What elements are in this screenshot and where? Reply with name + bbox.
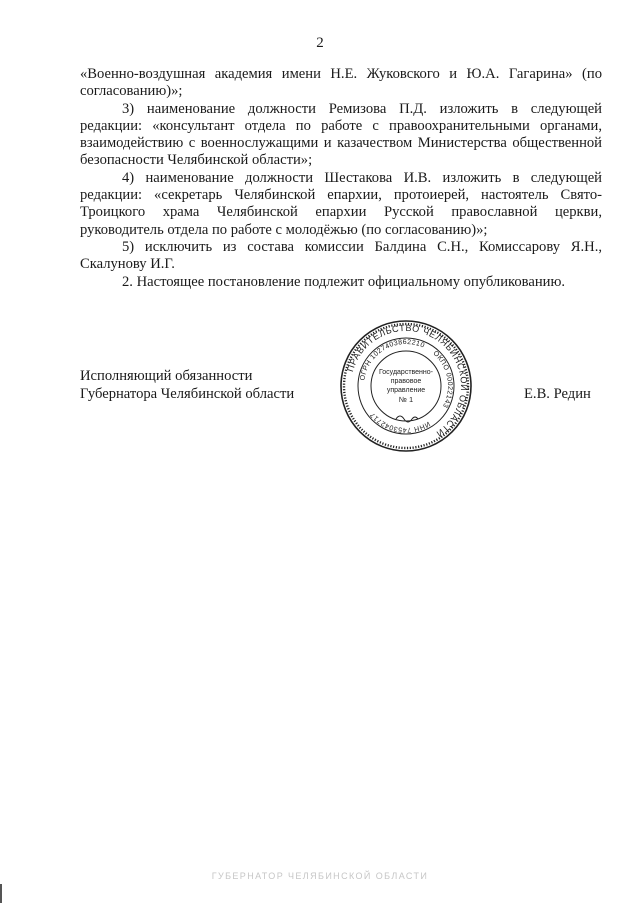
seal-okpo-text: ОКПО 00022143 xyxy=(431,349,454,409)
seal-center-line1: Государственно- xyxy=(378,369,434,376)
seal-center-line4: № 1 xyxy=(398,395,414,404)
signatory-title-line2: Губернатора Челябинской области xyxy=(80,386,295,402)
official-seal xyxy=(338,318,474,454)
page-number: 2 xyxy=(316,35,324,51)
seal-inner-ring xyxy=(371,351,441,421)
seal-inn-text: ИНН 7453042717 xyxy=(369,410,431,434)
paragraph-publication: 2. Настоящее постановление подлежит официальному опубликованию. xyxy=(122,273,566,290)
signatory-title xyxy=(80,367,294,403)
paragraph-item-3: 3) наименование должности Ремизова П.Д. изложить в следующей редакции: «консультант отдела по работе с правоохранительными органами, взаимодействию с военнослужащими и казачеством Министерства общественной безопасности Челябинской области»; xyxy=(80,100,602,169)
paragraph-item-5: 5) исключить из состава комиссии Балдина С.Н., Комиссарову Я.Н., Скалунову И.Г. xyxy=(80,238,602,273)
paragraph-item-4: 4) наименование должности Шестакова И.В. изложить в следующей редакции: «секретарь Челябинской епархии, протоиерей, настоятель Свято-Троицкого храма Челябинской епархии Русской православной церкви, руководитель отдела по работе с молодёжью (по согласованию)»; xyxy=(80,169,602,238)
seal-center-line2: правовое xyxy=(390,378,422,385)
signatory-name: Е.В. Редин xyxy=(524,386,591,402)
scan-edge-mark xyxy=(0,884,2,903)
seal-middle-ring xyxy=(358,338,454,434)
seal-ogrn-text: ОГРН 1027403862210 xyxy=(359,338,426,382)
signatory-title-line1: Исполняющий обязанности xyxy=(80,368,253,384)
document-body xyxy=(80,66,602,291)
seal-outer-text: ПРАВИТЕЛЬСТВО ЧЕЛЯБИНСКОЙ ОБЛАСТИ xyxy=(344,322,470,440)
footer-watermark: ГУБЕРНАТОР ЧЕЛЯБИНСКОЙ ОБЛАСТИ xyxy=(211,871,429,881)
seal-center-line3: управление xyxy=(386,387,426,394)
paragraph-academy: «Военно-воздушная академия имени Н.Е. Жуковского и Ю.А. Гагарина» (по согласованию)»; xyxy=(80,66,602,100)
